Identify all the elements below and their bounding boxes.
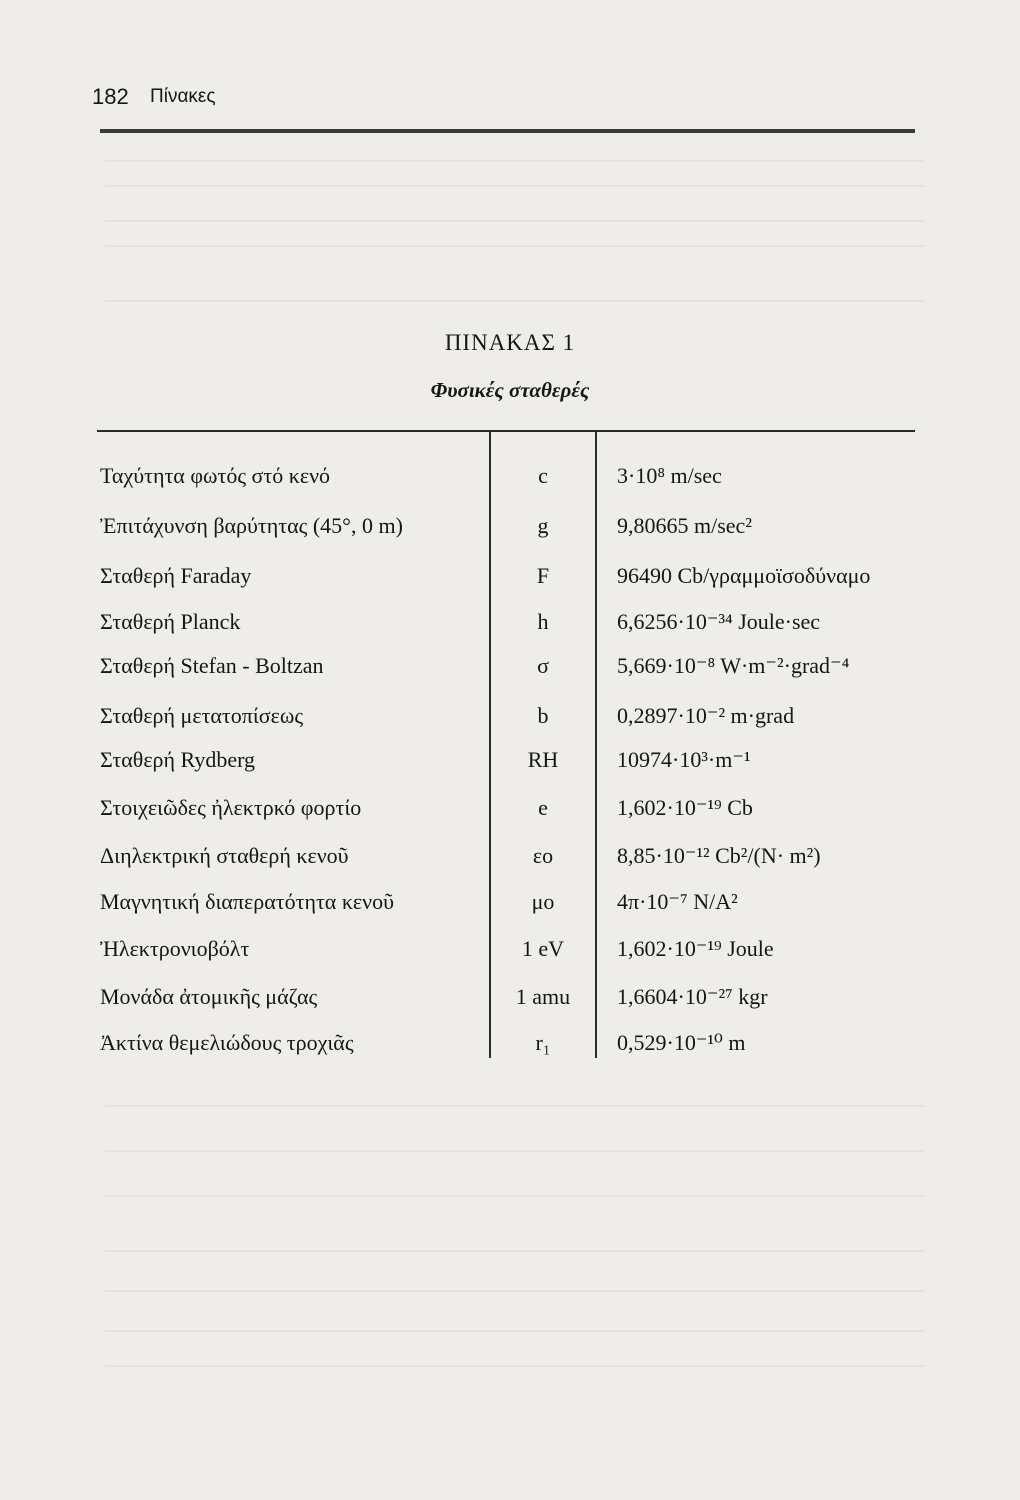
constant-symbol: r₁ bbox=[535, 1030, 551, 1055]
constant-name: Σταθερή Rydberg bbox=[100, 747, 256, 772]
constant-name: Ἐπιτάχυνση βαρύτητας (45°, 0 m) bbox=[100, 513, 403, 538]
constant-value: 9,80665 m/sec² bbox=[617, 513, 752, 538]
constant-symbol: e bbox=[538, 795, 548, 820]
table-row bbox=[0, 556, 1020, 596]
table-row bbox=[0, 506, 1020, 546]
bleed-through-line bbox=[105, 1195, 925, 1197]
bleed-through-line bbox=[105, 245, 925, 247]
table-row bbox=[0, 788, 1020, 828]
header-rule bbox=[100, 129, 915, 133]
table-row bbox=[0, 602, 1020, 642]
table-row bbox=[0, 977, 1020, 1017]
bleed-through-line bbox=[105, 1105, 925, 1107]
table-title: ΠΙΝΑΚΑΣ 1 bbox=[444, 330, 576, 355]
constant-name: Σταθερή Faraday bbox=[100, 563, 252, 588]
running-head: Πίνακες bbox=[150, 86, 216, 107]
constant-symbol: F bbox=[536, 563, 550, 588]
constant-name: Ἀκτίνα θεμελιώδους τροχιᾶς bbox=[100, 1030, 354, 1055]
constant-name: Μαγνητική διαπερατότητα κενοῦ bbox=[100, 889, 394, 914]
table-row bbox=[0, 836, 1020, 876]
constant-symbol: μo bbox=[531, 889, 555, 914]
constant-symbol: g bbox=[537, 513, 549, 538]
page-number: 182 bbox=[92, 84, 129, 109]
constant-symbol: εo bbox=[532, 843, 554, 868]
constant-symbol: h bbox=[537, 609, 549, 634]
bleed-through-line bbox=[105, 300, 925, 302]
constant-value: 0,529·10⁻¹⁰ m bbox=[617, 1030, 746, 1055]
constant-name: Σταθερή μετατοπίσεως bbox=[100, 703, 304, 728]
constant-symbol: 1 amu bbox=[515, 984, 571, 1009]
bleed-through-line bbox=[105, 160, 925, 162]
bleed-through-line bbox=[105, 1365, 925, 1367]
table-row bbox=[0, 456, 1020, 496]
constant-name: Σταθερή Stefan - Boltzan bbox=[100, 653, 324, 678]
bleed-through-line bbox=[105, 1330, 925, 1332]
constant-value: 0,2897·10⁻² m·grad bbox=[617, 703, 795, 728]
constant-symbol: σ bbox=[537, 653, 549, 678]
constant-name: Ταχύτητα φωτός στό κενό bbox=[100, 463, 331, 488]
constant-symbol: 1 eV bbox=[521, 936, 565, 961]
constant-value: 8,85·10⁻¹² Cb²/(N· m²) bbox=[617, 843, 821, 868]
constant-symbol: b bbox=[537, 703, 549, 728]
constant-symbol: c bbox=[538, 463, 548, 488]
constant-value: 6,6256·10⁻³⁴ Joule·sec bbox=[617, 609, 821, 634]
constant-symbol: RH bbox=[527, 747, 559, 772]
bleed-through-line bbox=[105, 1290, 925, 1292]
table-row bbox=[0, 1023, 1020, 1063]
constant-value: 96490 Cb/γραμμοϊσοδύναμο bbox=[617, 563, 871, 588]
constant-value: 4π·10⁻⁷ N/A² bbox=[617, 889, 738, 914]
table-row bbox=[0, 740, 1020, 780]
bleed-through-line bbox=[105, 220, 925, 222]
constant-value: 5,669·10⁻⁸ W·m⁻²·grad⁻⁴ bbox=[617, 653, 850, 678]
table-row bbox=[0, 882, 1020, 922]
constant-name: Μονάδα ἀτομικῆς μάζας bbox=[100, 984, 318, 1009]
bleed-through-line bbox=[105, 185, 925, 187]
table-row bbox=[0, 696, 1020, 736]
constant-value: 10974·10³·m⁻¹ bbox=[617, 747, 751, 772]
table-row bbox=[0, 646, 1020, 686]
constant-value: 1,6604·10⁻²⁷ kgr bbox=[617, 984, 768, 1009]
table-subtitle: Φυσικές σταθερές bbox=[430, 378, 590, 402]
constant-value: 1,602·10⁻¹⁹ Joule bbox=[617, 936, 774, 961]
table-top-rule bbox=[97, 430, 915, 432]
constant-name: Διηλεκτρική σταθερή κενοῦ bbox=[100, 843, 349, 868]
constant-name: Σταθερή Planck bbox=[100, 609, 241, 634]
constant-value: 3·10⁸ m/sec bbox=[617, 463, 722, 488]
bleed-through-line bbox=[105, 1250, 925, 1252]
constant-name: Ἠλεκτρονιοβόλτ bbox=[100, 936, 250, 961]
bleed-through-line bbox=[105, 1150, 925, 1152]
table-row bbox=[0, 929, 1020, 969]
constant-value: 1,602·10⁻¹⁹ Cb bbox=[617, 795, 753, 820]
constant-name: Στοιχειῶδες ἠλεκτρκό φορτίο bbox=[100, 795, 362, 820]
